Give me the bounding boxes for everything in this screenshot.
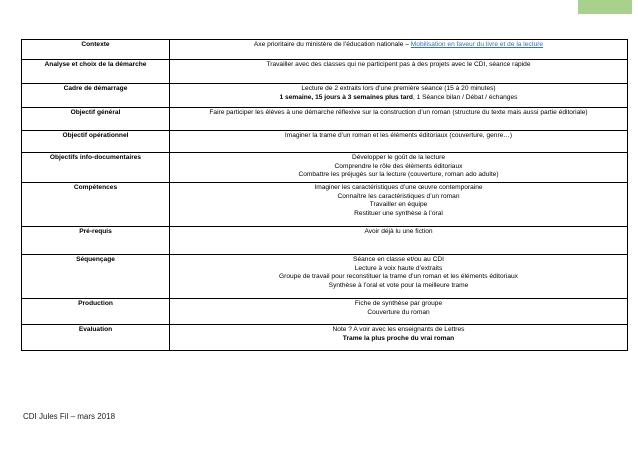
row-prerequis <box>22 227 628 255</box>
cadre-line-1: Lecture de 2 extraits lors d’une première séance (15 à 20 minutes) <box>301 85 496 92</box>
row-label: Objectifs info-documentaires <box>22 153 170 183</box>
cadre-line-2-rest: , 1 Séance bilan / Débat / échanges <box>412 93 518 101</box>
row-content <box>170 255 628 299</box>
row-production <box>22 299 628 325</box>
row-evaluation <box>22 325 628 351</box>
row-contexte <box>22 40 628 60</box>
competence-line: Travailler en équipe <box>369 201 428 209</box>
evaluation-line-2: Trame la plus proche du vrai roman <box>342 334 455 342</box>
info-line: Combattre les préjugés sur la lecture (couverture, roman ado adulte) <box>298 171 499 179</box>
row-label: Evaluation <box>22 325 170 351</box>
row-objectifs-info <box>22 153 628 183</box>
row-sequencage <box>22 255 628 299</box>
sequencage-line: Séance en classe et/ou au CDI <box>353 256 444 263</box>
sequencage-line: Groupe de travail pour reconstituer la trame d’un roman et les éléments éditoriaux <box>279 273 518 281</box>
info-line: Développer le goût de la lecture <box>351 154 446 161</box>
row-content <box>170 183 628 227</box>
info-line: Comprendre le rôle des éléments éditoriaux <box>334 162 463 170</box>
row-label: Objectif opérationnel <box>22 131 170 153</box>
corner-tab <box>578 0 632 14</box>
row-content <box>170 84 628 108</box>
competence-line: Connaître les caractéristiques d’un roman <box>337 192 460 200</box>
sequencage-line: Synthèse à l’oral et vote pour la meilleure trame <box>328 281 469 289</box>
row-content: Travailler avec des classes qui ne participent pas à des projets avec le CDI, séance rapide <box>170 60 628 84</box>
row-competences <box>22 183 628 227</box>
production-line: Fiche de synthèse par groupe <box>354 300 443 307</box>
cadre-line-2 <box>173 94 624 103</box>
row-objectif-general <box>22 108 628 131</box>
row-content: Avoir déjà lu une fiction <box>170 227 628 255</box>
row-label: Cadre de démarrage <box>22 84 170 108</box>
evaluation-line-1: Note ? A voir avec les enseignants de Lettres <box>332 326 465 333</box>
row-label: Compétences <box>22 183 170 227</box>
competence-line: Restituer une synthèse à l’oral <box>354 209 443 217</box>
row-label: Production <box>22 299 170 325</box>
row-content <box>170 153 628 183</box>
row-cadre <box>22 84 628 108</box>
row-content <box>170 299 628 325</box>
production-line: Couverture du roman <box>367 308 430 316</box>
sequencage-line: Lecture à voix haute d’extraits <box>354 264 443 272</box>
row-label: Séquençage <box>22 255 170 299</box>
competence-line: Imaginer les caractéristiques d’une œuvre contemporaine <box>314 184 483 191</box>
row-content: Faire participer les élèves à une démarche réflexive sur la construction d’un roman (structure du texte mais aussi partie éditoriale) <box>170 108 628 131</box>
row-label: Pré-requis <box>22 227 170 255</box>
row-label: Objectif général <box>22 108 170 131</box>
footer-text: CDI Jules Fil – mars 2018 <box>23 412 116 421</box>
contexte-link[interactable]: Mobilisation en faveur du livre et de la lecture <box>410 41 544 48</box>
contexte-text: Axe prioritaire du ministère de l’éducation nationale – <box>253 41 411 48</box>
row-content: Imaginer la trame d’un roman et les éléments éditoriaux (couverture, genre…) <box>170 131 628 153</box>
row-label: Contexte <box>22 40 170 60</box>
cadre-line-2-bold: 1 semaine, 15 jours à 3 semaines plus tard <box>279 93 413 101</box>
row-analyse <box>22 60 628 84</box>
row-label: Analyse et choix de la démarche <box>22 60 170 84</box>
row-content <box>170 325 628 351</box>
project-sheet-table <box>21 39 628 351</box>
row-objectif-operationnel <box>22 131 628 153</box>
row-content <box>170 40 628 60</box>
